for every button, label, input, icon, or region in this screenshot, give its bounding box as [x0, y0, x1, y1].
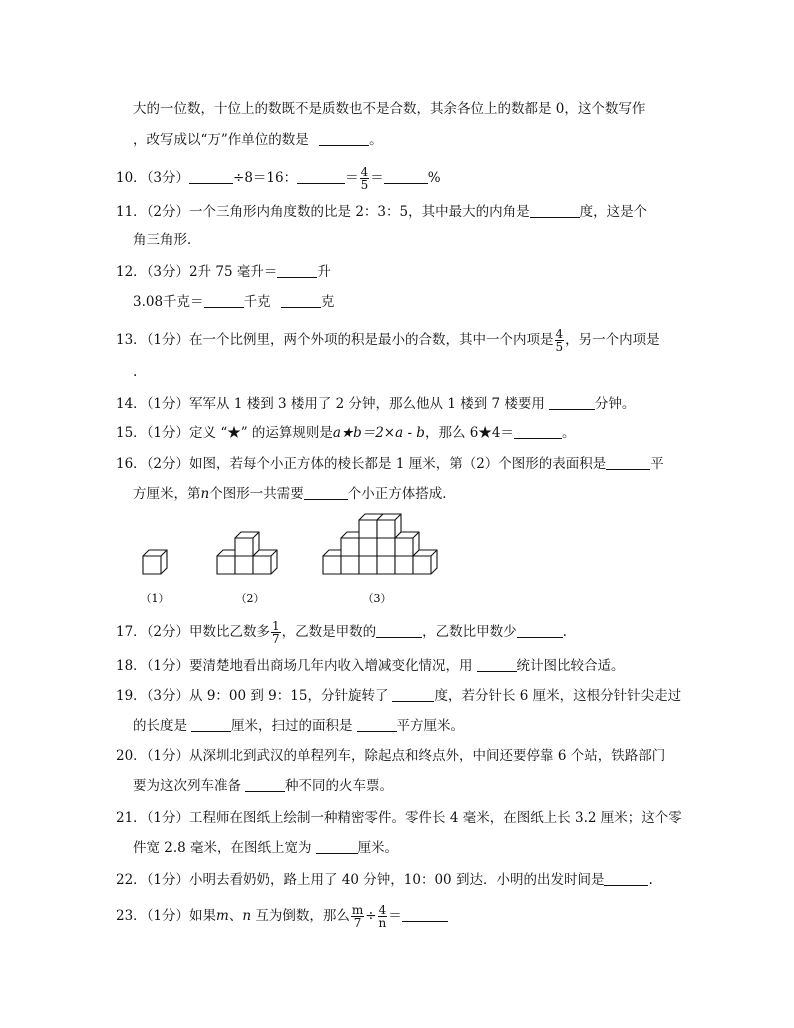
question-score: （2分） — [146, 456, 190, 472]
q17-text: . — [562, 624, 567, 640]
question-number: 15． — [116, 425, 147, 441]
q16-line2 — [133, 484, 456, 504]
q16-text: 方厘米，第 — [133, 486, 201, 502]
q17-text: 甲数比乙数多 — [189, 624, 271, 640]
answer-blank[interactable] — [316, 839, 358, 854]
question-23 — [116, 904, 448, 929]
q19-text: 的长度是 — [133, 718, 187, 734]
q12-text: 2升 75 毫升＝ — [189, 264, 278, 280]
question-number: 23． — [116, 908, 147, 924]
q12-text: 升 — [317, 264, 331, 280]
question-score: （3分） — [146, 264, 190, 280]
q14-text: 军军从 1 楼到 3 楼用了 2 分钟，那么他从 1 楼到 7 楼要用 — [189, 396, 545, 412]
q23-operator: ÷ — [365, 908, 377, 924]
answer-blank[interactable] — [384, 169, 428, 184]
q23-text: ＝ — [388, 908, 402, 924]
cube-stacks-figure — [133, 510, 438, 610]
cube-figure-3 — [323, 514, 437, 574]
question-score: （2分） — [146, 204, 190, 220]
question-score: （2分） — [146, 624, 190, 640]
fraction-denominator: 5 — [360, 178, 369, 192]
q21-line2 — [133, 838, 398, 858]
q14-text: 分钟。 — [594, 396, 636, 412]
question-number: 16． — [116, 456, 147, 472]
q16-text: 平 — [650, 456, 664, 472]
question-score: （1分） — [146, 872, 190, 888]
q10-text: % — [427, 170, 441, 186]
fraction — [360, 166, 370, 191]
question-number: 14． — [116, 396, 147, 412]
q19-text: 平方厘米。 — [396, 718, 464, 734]
question-score: （1分） — [146, 810, 190, 826]
answer-blank[interactable] — [319, 131, 369, 146]
answer-blank[interactable] — [402, 907, 448, 922]
fraction-numerator: 4 — [378, 903, 387, 917]
q9-text: ，改写成以“万”作单位的数是 — [133, 132, 309, 148]
q21-text: 厘米。 — [357, 840, 399, 856]
q19-text: 从 9：00 到 9：15，分针旋转了 — [189, 688, 389, 704]
fraction-numerator: 4 — [555, 327, 564, 341]
q13-line2: . — [133, 364, 138, 380]
fraction-denominator: 7 — [272, 632, 280, 646]
answer-blank[interactable] — [204, 293, 244, 308]
q16-text: 个小正方体搭成． — [347, 486, 456, 502]
question-score: （1分） — [146, 658, 190, 674]
q21-text: 工程师在图纸上绘制一种精密零件。零件长 4 毫米，在图纸上长 3.2 厘米；这个零 — [189, 810, 682, 826]
question-number: 17． — [116, 624, 147, 640]
q20-text: 种不同的火车票。 — [285, 778, 393, 794]
q21-text: 件宽 2.8 毫米，在图纸上宽为 — [133, 840, 312, 856]
q23-text: 、 — [228, 908, 243, 924]
answer-blank[interactable] — [277, 263, 317, 278]
question-score: （1分） — [146, 908, 190, 924]
q15-expression: a★b＝2×a - b — [332, 425, 425, 441]
question-score: （1分） — [146, 425, 190, 441]
q15-text: 。 — [561, 425, 576, 441]
q20-text: 要为这次列车准备 — [133, 778, 241, 794]
answer-blank[interactable] — [477, 657, 517, 672]
q10-text: ＝ — [370, 170, 384, 186]
answer-blank[interactable] — [606, 455, 650, 470]
q22-text: 小明去看奶奶，路上用了 40 分钟，10：00 到达．小明的出发时间是 — [189, 872, 605, 888]
answer-blank[interactable] — [191, 717, 231, 732]
q19-text: 厘米，扫过的面积是 — [231, 718, 353, 734]
question-number: 20． — [116, 748, 147, 764]
question-number: 11． — [116, 204, 147, 220]
figure-label-2: （2） — [235, 592, 265, 605]
answer-blank[interactable] — [514, 424, 562, 439]
fraction-numerator: 4 — [360, 165, 369, 179]
question-15 — [116, 423, 575, 443]
fraction-numerator: m — [351, 903, 364, 917]
q12-text: 克 — [320, 294, 335, 310]
answer-blank[interactable] — [376, 623, 422, 638]
figure-label-1: （1） — [140, 592, 170, 605]
answer-blank[interactable] — [304, 485, 348, 500]
q16-text: 如图，若每个小正方体的棱长都是 1 厘米，第（2）个图形的表面积是 — [189, 456, 607, 472]
fraction — [271, 620, 281, 645]
question-number: 19． — [116, 688, 147, 704]
answer-blank[interactable] — [297, 169, 345, 184]
question-18 — [116, 656, 625, 676]
question-number: 12． — [116, 264, 147, 280]
q23-variable: m — [216, 908, 229, 924]
answer-blank[interactable] — [189, 169, 233, 184]
question-11 — [116, 202, 647, 222]
fraction-numerator: 1 — [272, 619, 280, 633]
question-score: （3分） — [146, 688, 190, 704]
q11-text: 度，这是个 — [579, 204, 648, 220]
question-number: 22． — [116, 872, 147, 888]
figure-label-3: （3） — [362, 592, 392, 605]
fraction — [555, 328, 565, 353]
q11-line2: 角三角形． — [133, 232, 201, 248]
q9-end: 。 — [369, 132, 383, 148]
q23-variable: n — [242, 908, 252, 924]
q12-text: 3.08千克＝ — [133, 294, 204, 310]
q22-text: . — [648, 872, 653, 888]
question-score: （1分） — [146, 332, 190, 348]
q20-text: 从深圳北到武汉的单程列车，除起点和终点外，中间还要停靠 6 个站，铁路部门 — [189, 748, 666, 764]
question-score: （1分） — [146, 396, 190, 412]
cube-figure-2 — [217, 532, 277, 574]
answer-blank[interactable] — [530, 203, 580, 218]
q23-text: 如果 — [189, 908, 217, 924]
question-score: （1分） — [146, 748, 190, 764]
question-number: 18． — [116, 658, 147, 674]
fraction — [378, 904, 388, 929]
q11-text: 一个三角形内角度数的比是 2：3：5，其中最大的内角是 — [189, 204, 530, 220]
question-10 — [116, 166, 441, 191]
q9-continuation-line1: 大的一位数，十位上的数既不是质数也不是合数，其余各位上的数都是 0，这个数写作 — [133, 101, 646, 117]
q13-text: ，另一个内项是 — [565, 332, 660, 348]
q17-text: ，乙数是甲数的 — [281, 624, 377, 640]
q15-text: ，那么 6★4＝ — [424, 425, 514, 441]
q23-text: 互为倒数，那么 — [251, 908, 350, 924]
q18-text: 统计图比较合适。 — [516, 658, 625, 674]
q13-text: 在一个比例里，两个外项的积是最小的合数，其中一个内项是 — [189, 332, 554, 348]
question-20 — [116, 746, 665, 766]
fraction — [351, 904, 364, 929]
q19-line2 — [133, 716, 464, 736]
answer-blank[interactable] — [517, 623, 563, 638]
question-19 — [116, 686, 681, 706]
question-16 — [116, 454, 664, 474]
cube-figure-1 — [143, 550, 167, 574]
q16-text: 个图形一共需要 — [209, 486, 304, 502]
fraction-denominator: 7 — [353, 916, 362, 930]
question-14 — [116, 394, 635, 414]
answer-blank[interactable] — [392, 687, 434, 702]
question-21 — [116, 808, 682, 828]
question-number: 13． — [116, 332, 147, 348]
q15-text: 定义 “★” 的运算规则是 — [189, 425, 333, 441]
fraction-denominator: n — [378, 916, 387, 930]
question-17 — [116, 620, 567, 645]
q9-continuation-line2 — [133, 130, 383, 150]
q18-text: 要清楚地看出商场几年内收入增减变化情况，用 — [189, 658, 473, 674]
q10-text: ＝ — [345, 170, 359, 186]
fraction-denominator: 5 — [555, 340, 564, 354]
question-number: 21． — [116, 810, 147, 826]
question-number: 10． — [116, 170, 147, 186]
answer-blank[interactable] — [549, 395, 595, 410]
answer-blank[interactable] — [357, 717, 397, 732]
q12-line2 — [133, 292, 334, 312]
answer-blank[interactable] — [604, 871, 648, 886]
q20-line2 — [133, 776, 393, 796]
q16-variable: n — [200, 486, 210, 502]
answer-blank[interactable] — [281, 293, 321, 308]
question-12 — [116, 262, 331, 282]
answer-blank[interactable] — [245, 777, 285, 792]
q19-text: 度，若分针长 6 厘米，这根分针针尖走过 — [434, 688, 682, 704]
question-13 — [116, 328, 660, 353]
question-score: （3分） — [146, 170, 190, 186]
q10-text: ÷8＝16： — [233, 170, 298, 186]
question-22 — [116, 870, 653, 890]
q12-text: 千克 — [243, 294, 271, 310]
q17-text: ，乙数比甲数少 — [422, 624, 517, 640]
